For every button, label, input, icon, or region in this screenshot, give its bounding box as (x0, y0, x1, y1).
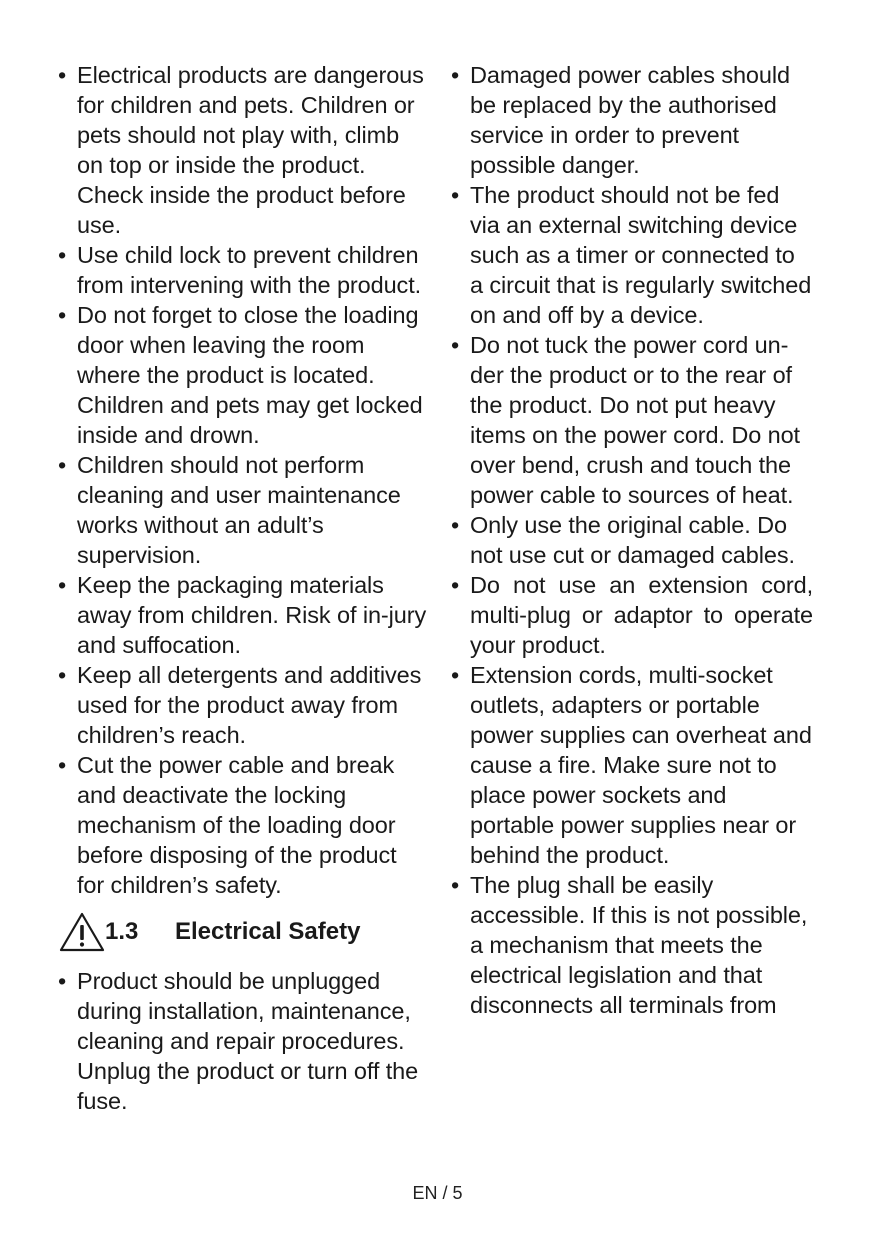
list-item-text: Do not forget to close the loading door when leaving the room where the product is located. Children and pets may get locked inside and drown. (77, 302, 423, 448)
list-item: • Children should not perform cleaning and user maintenance works without an adult’s supervision. (58, 452, 401, 568)
list-item-text: The product should not be fed via an external switching device such as a timer or connected to a circuit that is regularly switched on and off by a device. (470, 182, 812, 328)
electrical-safety-list-continued (451, 60, 813, 1020)
list-item: • The plug shall be easily accessible. If this is not possible, a mechanism that meets the electrical legislation and that disconnects all terminals from (451, 872, 808, 1018)
list-item: • Damaged power cables should be replaced by the authorised service in order to prevent possible danger. (451, 62, 790, 178)
section-heading (58, 910, 430, 954)
list-item: • The product should not be fed via an external switching device such as a timer or connected to a circuit that is regularly switched on and off by a device. (451, 182, 812, 328)
list-item-text: Extension cords, multi-socket outlets, adapters or portable power supplies can overheat and cause a fire. Make sure not to place power sockets and portable power supplies near or behind the product. (470, 662, 812, 868)
list-item: • Do not forget to close the loading door when leaving the room where the product is located. Children and pets may get locked inside and drown. (58, 302, 423, 448)
list-item-text: Keep the packaging materials away from children. Risk of in-jury and suffocation. (77, 572, 427, 658)
list-item-text: Do not tuck the power cord un-der the product or to the rear of the product. Do not put heavy items on the power cord. Do not over bend, crush and touch the power cable to sources of heat. (470, 332, 800, 508)
list-item-text: Children should not perform cleaning and user maintenance works without an adult’s supervision. (77, 452, 401, 568)
list-item-text: Cut the power cable and break and deactivate the locking mechanism of the loading door before disposing of the product for children’s safety. (77, 752, 397, 898)
electrical-safety-list (58, 966, 430, 1116)
list-item: • Only use the original cable. Do not use cut or damaged cables. (451, 512, 795, 568)
list-item: • Electrical products are dangerous for children and pets. Children or pets should not play with, climb on top or inside the product. Check inside the product before use. (58, 62, 424, 238)
list-item-text: Product should be unplugged during installation, maintenance, cleaning and repair procedures. Unplug the product or turn off the fuse. (77, 968, 419, 1114)
list-item-text: Keep all detergents and additives used for the product away from children’s reach. (77, 662, 422, 748)
list-item: • Do not tuck the power cord un-der the product or to the rear of the product. Do not put heavy items on the power cord. Do not over bend, crush and touch the power cable to sources of heat. (451, 332, 800, 508)
list-item: • Cut the power cable and break and deactivate the locking mechanism of the loading door before disposing of the product for children’s safety. (58, 752, 397, 898)
list-item: • Do not use an extension cord, multi-plug or adaptor to operate your product. (451, 572, 813, 658)
list-item: • Product should be unplugged during installation, maintenance, cleaning and repair procedures. Unplug the product or turn off the fuse. (58, 968, 419, 1114)
list-item-text: Use child lock to prevent children from intervening with the product. (77, 242, 422, 298)
page-footer (0, 1183, 875, 1204)
list-item-text: The plug shall be easily accessible. If this is not possible, a mechanism that meets the electrical legislation and that disconnects all terminals from (470, 872, 808, 1018)
warning-triangle-icon (58, 911, 106, 953)
section-title: Electrical Safety (175, 918, 361, 945)
right-column (451, 60, 813, 1020)
list-item: • Use child lock to prevent children from intervening with the product. (58, 242, 422, 298)
section-number: 1.3 (105, 918, 139, 945)
list-item-text: Do not use an extension cord, multi-plug or adaptor to operate your product. (470, 572, 813, 658)
child-safety-list (58, 60, 430, 900)
list-item: • Extension cords, multi-socket outlets, adapters or portable power supplies can overheat and cause a fire. Make sure not to place power sockets and portable power supplies near or behind the product. (451, 662, 812, 868)
list-item: • Keep all detergents and additives used for the product away from children’s reach. (58, 662, 422, 748)
list-item-text: Only use the original cable. Do not use cut or damaged cables. (470, 512, 795, 568)
left-column (58, 60, 430, 1116)
list-item: • Keep the packaging materials away from children. Risk of in-jury and suffocation. (58, 572, 427, 658)
list-item-text: Damaged power cables should be replaced by the authorised service in order to prevent possible danger. (470, 62, 790, 178)
list-item-text: Electrical products are dangerous for children and pets. Children or pets should not play with, climb on top or inside the product. Check inside the product before use. (77, 62, 424, 238)
page-number: EN / 5 (412, 1183, 463, 1203)
